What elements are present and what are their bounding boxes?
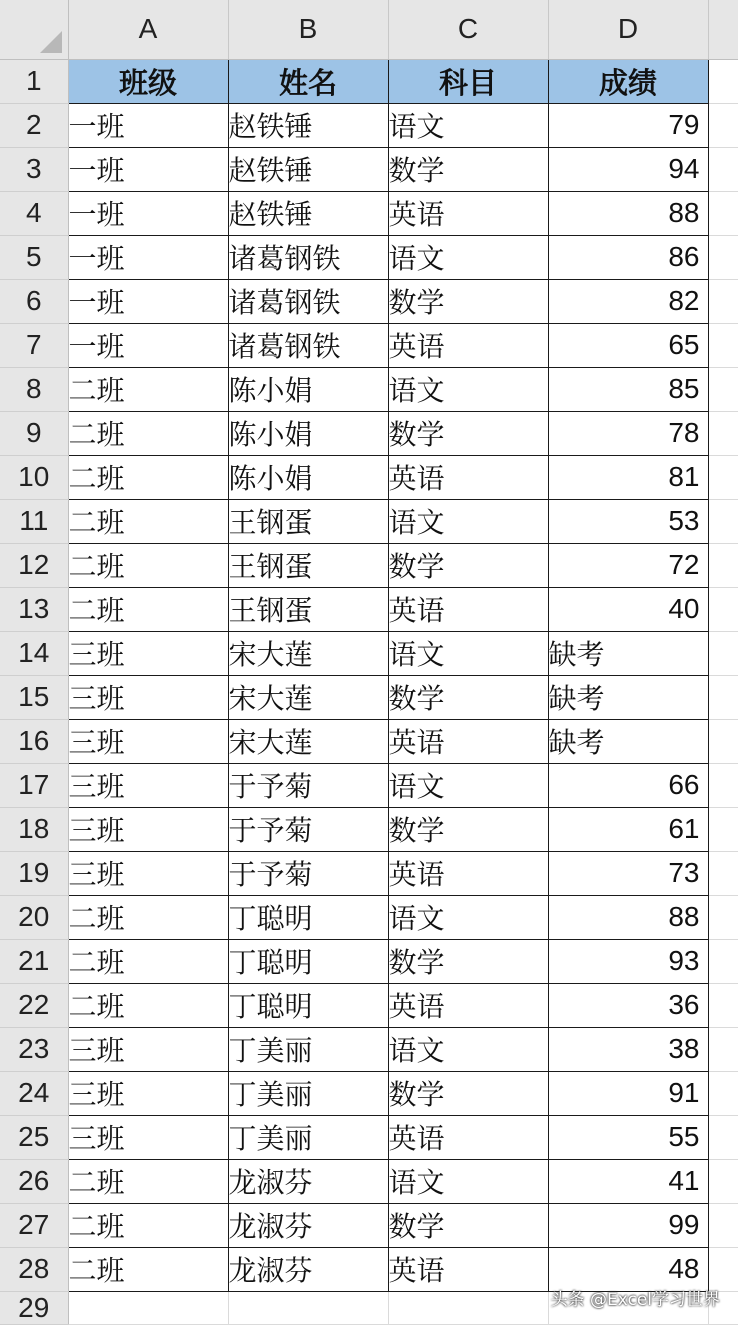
cell-subject[interactable]: 英语: [388, 983, 548, 1027]
cell-class[interactable]: 二班: [68, 587, 228, 631]
empty-cell[interactable]: [708, 367, 738, 411]
cell-name[interactable]: 于予菊: [228, 807, 388, 851]
cell-score[interactable]: 91: [548, 1071, 708, 1115]
header-cell-name[interactable]: 姓名: [228, 59, 388, 103]
cell-class[interactable]: 三班: [68, 763, 228, 807]
cell-class[interactable]: 三班: [68, 851, 228, 895]
cell-name[interactable]: 宋大莲: [228, 675, 388, 719]
cell-score[interactable]: 40: [548, 587, 708, 631]
table-row: [0, 1203, 738, 1247]
empty-cell[interactable]: [708, 1027, 738, 1071]
row-header[interactable]: 9: [0, 411, 68, 455]
table-row: [0, 851, 738, 895]
empty-cell[interactable]: [708, 147, 738, 191]
select-all-button[interactable]: [0, 0, 68, 59]
cell-score[interactable]: 93: [548, 939, 708, 983]
watermark: 头条 @Excel学习世界: [550, 1290, 720, 1310]
cell-subject[interactable]: 语文: [388, 631, 548, 675]
cell-subject[interactable]: 数学: [388, 1203, 548, 1247]
empty-cell[interactable]: [68, 1291, 228, 1324]
row-header[interactable]: 10: [0, 455, 68, 499]
cell-score[interactable]: 88: [548, 191, 708, 235]
empty-cell[interactable]: [708, 983, 738, 1027]
row-header[interactable]: 13: [0, 587, 68, 631]
table-row: [0, 411, 738, 455]
cell-subject[interactable]: 数学: [388, 1071, 548, 1115]
row-header[interactable]: 16: [0, 719, 68, 763]
cell-name[interactable]: 赵铁锤: [228, 147, 388, 191]
cell-score[interactable]: 55: [548, 1115, 708, 1159]
cell-name[interactable]: 赵铁锤: [228, 103, 388, 147]
empty-cell[interactable]: [708, 1159, 738, 1203]
cell-name[interactable]: 王钢蛋: [228, 543, 388, 587]
cell-score[interactable]: 缺考: [548, 719, 708, 763]
row-header[interactable]: 2: [0, 103, 68, 147]
cell-subject[interactable]: 英语: [388, 191, 548, 235]
cell-score[interactable]: 48: [548, 1247, 708, 1291]
cell-name[interactable]: 王钢蛋: [228, 499, 388, 543]
empty-cell[interactable]: [708, 279, 738, 323]
cell-name[interactable]: 于予菊: [228, 851, 388, 895]
cell-subject[interactable]: 数学: [388, 279, 548, 323]
cell-score[interactable]: 36: [548, 983, 708, 1027]
empty-cell[interactable]: [708, 719, 738, 763]
table-row: [0, 631, 738, 675]
cell-subject[interactable]: 数学: [388, 675, 548, 719]
column-header-b[interactable]: B: [228, 0, 388, 59]
table-row: [0, 895, 738, 939]
table-row: [0, 983, 738, 1027]
cell-subject[interactable]: 英语: [388, 719, 548, 763]
cell-subject[interactable]: 语文: [388, 763, 548, 807]
cell-score[interactable]: 73: [548, 851, 708, 895]
empty-cell[interactable]: [388, 1291, 548, 1324]
empty-cell[interactable]: [708, 543, 738, 587]
cell-score[interactable]: 82: [548, 279, 708, 323]
cell-name[interactable]: 丁聪明: [228, 939, 388, 983]
table-row: [0, 191, 738, 235]
cell-class[interactable]: 二班: [68, 939, 228, 983]
cell-name[interactable]: 龙淑芬: [228, 1247, 388, 1291]
table-row: [0, 103, 738, 147]
empty-cell[interactable]: [708, 59, 738, 103]
cell-class[interactable]: 一班: [68, 103, 228, 147]
cell-score[interactable]: 94: [548, 147, 708, 191]
cell-subject[interactable]: 英语: [388, 1115, 548, 1159]
cell-class[interactable]: 一班: [68, 191, 228, 235]
empty-cell[interactable]: [708, 851, 738, 895]
cell-name[interactable]: 王钢蛋: [228, 587, 388, 631]
cell-name[interactable]: 丁美丽: [228, 1027, 388, 1071]
cell-subject[interactable]: 英语: [388, 1247, 548, 1291]
cell-name[interactable]: 宋大莲: [228, 631, 388, 675]
cell-name[interactable]: 龙淑芬: [228, 1159, 388, 1203]
cell-class[interactable]: 二班: [68, 983, 228, 1027]
row-header[interactable]: 20: [0, 895, 68, 939]
table-row: [0, 1115, 738, 1159]
cell-score[interactable]: 79: [548, 103, 708, 147]
cell-class[interactable]: 二班: [68, 367, 228, 411]
cell-name[interactable]: 丁聪明: [228, 895, 388, 939]
row-header[interactable]: 28: [0, 1247, 68, 1291]
cell-subject[interactable]: 数学: [388, 939, 548, 983]
table-row: [0, 455, 738, 499]
cell-score[interactable]: 78: [548, 411, 708, 455]
empty-cell[interactable]: [228, 1291, 388, 1324]
row-header[interactable]: 11: [0, 499, 68, 543]
cell-subject[interactable]: 语文: [388, 1159, 548, 1203]
cell-subject[interactable]: 数学: [388, 411, 548, 455]
cell-score[interactable]: 88: [548, 895, 708, 939]
column-header-e[interactable]: [708, 0, 738, 59]
row-header[interactable]: 1: [0, 59, 68, 103]
table-row: [0, 939, 738, 983]
cell-score[interactable]: 86: [548, 235, 708, 279]
column-header-c[interactable]: C: [388, 0, 548, 59]
row-header[interactable]: 22: [0, 983, 68, 1027]
row-header[interactable]: 6: [0, 279, 68, 323]
empty-cell[interactable]: [708, 587, 738, 631]
cell-score[interactable]: 缺考: [548, 675, 708, 719]
cell-score[interactable]: 缺考: [548, 631, 708, 675]
cell-class[interactable]: 三班: [68, 807, 228, 851]
cell-class[interactable]: 二班: [68, 499, 228, 543]
cell-subject[interactable]: 数学: [388, 543, 548, 587]
cell-subject[interactable]: 语文: [388, 367, 548, 411]
row-header[interactable]: 18: [0, 807, 68, 851]
row-header[interactable]: 15: [0, 675, 68, 719]
cell-class[interactable]: 二班: [68, 411, 228, 455]
cell-subject[interactable]: 语文: [388, 895, 548, 939]
row-header[interactable]: 14: [0, 631, 68, 675]
empty-cell[interactable]: [708, 191, 738, 235]
cell-score[interactable]: 99: [548, 1203, 708, 1247]
empty-cell[interactable]: [708, 235, 738, 279]
empty-cell[interactable]: [708, 323, 738, 367]
header-cell-class[interactable]: 班级: [68, 59, 228, 103]
row-header[interactable]: 17: [0, 763, 68, 807]
cell-score[interactable]: 65: [548, 323, 708, 367]
row-header[interactable]: 7: [0, 323, 68, 367]
row-header[interactable]: 23: [0, 1027, 68, 1071]
table-row: [0, 675, 738, 719]
cell-subject[interactable]: 英语: [388, 323, 548, 367]
cell-class[interactable]: 三班: [68, 1071, 228, 1115]
cell-class[interactable]: 一班: [68, 323, 228, 367]
cell-class[interactable]: 二班: [68, 895, 228, 939]
table-row: [0, 719, 738, 763]
row-header[interactable]: 21: [0, 939, 68, 983]
table-row: [0, 367, 738, 411]
row-header[interactable]: 3: [0, 147, 68, 191]
cell-subject[interactable]: 数学: [388, 147, 548, 191]
cell-name[interactable]: 丁美丽: [228, 1115, 388, 1159]
cell-subject[interactable]: 语文: [388, 103, 548, 147]
cell-name[interactable]: 陈小娟: [228, 367, 388, 411]
cell-score[interactable]: 61: [548, 807, 708, 851]
row-header[interactable]: 8: [0, 367, 68, 411]
cell-subject[interactable]: 英语: [388, 587, 548, 631]
cell-class[interactable]: 一班: [68, 235, 228, 279]
table-row: [0, 763, 738, 807]
cell-name[interactable]: 诸葛钢铁: [228, 279, 388, 323]
table-row: [0, 1027, 738, 1071]
cell-name[interactable]: 陈小娟: [228, 455, 388, 499]
cell-name[interactable]: 诸葛钢铁: [228, 235, 388, 279]
cell-score[interactable]: 38: [548, 1027, 708, 1071]
cell-subject[interactable]: 语文: [388, 499, 548, 543]
cell-subject[interactable]: 语文: [388, 235, 548, 279]
cell-name[interactable]: 于予菊: [228, 763, 388, 807]
cell-name[interactable]: 陈小娟: [228, 411, 388, 455]
table-row: [0, 807, 738, 851]
cell-class[interactable]: 二班: [68, 1247, 228, 1291]
table-row: [0, 1071, 738, 1115]
cell-subject[interactable]: 数学: [388, 807, 548, 851]
empty-cell[interactable]: [708, 631, 738, 675]
row-header[interactable]: 4: [0, 191, 68, 235]
table-row: [0, 499, 738, 543]
table-row: [0, 587, 738, 631]
cell-class[interactable]: 三班: [68, 675, 228, 719]
column-header-a[interactable]: A: [68, 0, 228, 59]
header-cell-subject[interactable]: 科目: [388, 59, 548, 103]
cell-score[interactable]: 66: [548, 763, 708, 807]
row-header[interactable]: 19: [0, 851, 68, 895]
row-header[interactable]: 27: [0, 1203, 68, 1247]
empty-cell[interactable]: [708, 103, 738, 147]
empty-cell[interactable]: [708, 807, 738, 851]
header-cell-score[interactable]: 成绩: [548, 59, 708, 103]
cell-score[interactable]: 53: [548, 499, 708, 543]
empty-cell[interactable]: [708, 455, 738, 499]
empty-cell[interactable]: [708, 675, 738, 719]
column-header-row: [0, 0, 738, 59]
cell-class[interactable]: 一班: [68, 147, 228, 191]
cell-name[interactable]: 赵铁锤: [228, 191, 388, 235]
cell-name[interactable]: 诸葛钢铁: [228, 323, 388, 367]
row-header[interactable]: 25: [0, 1115, 68, 1159]
table-row: [0, 279, 738, 323]
cell-name[interactable]: 丁聪明: [228, 983, 388, 1027]
cell-subject[interactable]: 语文: [388, 1027, 548, 1071]
cell-class[interactable]: 三班: [68, 1115, 228, 1159]
empty-cell[interactable]: [708, 763, 738, 807]
cell-class[interactable]: 三班: [68, 719, 228, 763]
table-row: [0, 1159, 738, 1203]
empty-cell[interactable]: [708, 1203, 738, 1247]
row-header[interactable]: 29: [0, 1291, 68, 1324]
row-header[interactable]: 5: [0, 235, 68, 279]
cell-name[interactable]: 龙淑芬: [228, 1203, 388, 1247]
table-row: [0, 543, 738, 587]
table-row: [0, 147, 738, 191]
empty-cell[interactable]: [708, 939, 738, 983]
row-header[interactable]: 26: [0, 1159, 68, 1203]
cell-subject[interactable]: 英语: [388, 851, 548, 895]
empty-cell[interactable]: [708, 895, 738, 939]
table-row: [0, 235, 738, 279]
empty-cell[interactable]: [708, 1071, 738, 1115]
cell-name[interactable]: 丁美丽: [228, 1071, 388, 1115]
empty-cell[interactable]: [708, 411, 738, 455]
table-row: [0, 323, 738, 367]
cell-class[interactable]: 二班: [68, 543, 228, 587]
row-header[interactable]: 12: [0, 543, 68, 587]
empty-cell[interactable]: [708, 1115, 738, 1159]
cell-score[interactable]: 85: [548, 367, 708, 411]
cell-class[interactable]: 二班: [68, 1203, 228, 1247]
cell-class[interactable]: 三班: [68, 1027, 228, 1071]
cell-score[interactable]: 72: [548, 543, 708, 587]
cell-class[interactable]: 一班: [68, 279, 228, 323]
column-header-d[interactable]: D: [548, 0, 708, 59]
cell-class[interactable]: 二班: [68, 1159, 228, 1203]
cell-class[interactable]: 二班: [68, 455, 228, 499]
cell-score[interactable]: 81: [548, 455, 708, 499]
cell-subject[interactable]: 英语: [388, 455, 548, 499]
table-header-row: [0, 59, 738, 103]
cell-class[interactable]: 三班: [68, 631, 228, 675]
select-all-triangle-icon: [40, 31, 62, 53]
row-header[interactable]: 24: [0, 1071, 68, 1115]
cell-score[interactable]: 41: [548, 1159, 708, 1203]
empty-cell[interactable]: [708, 499, 738, 543]
cell-name[interactable]: 宋大莲: [228, 719, 388, 763]
